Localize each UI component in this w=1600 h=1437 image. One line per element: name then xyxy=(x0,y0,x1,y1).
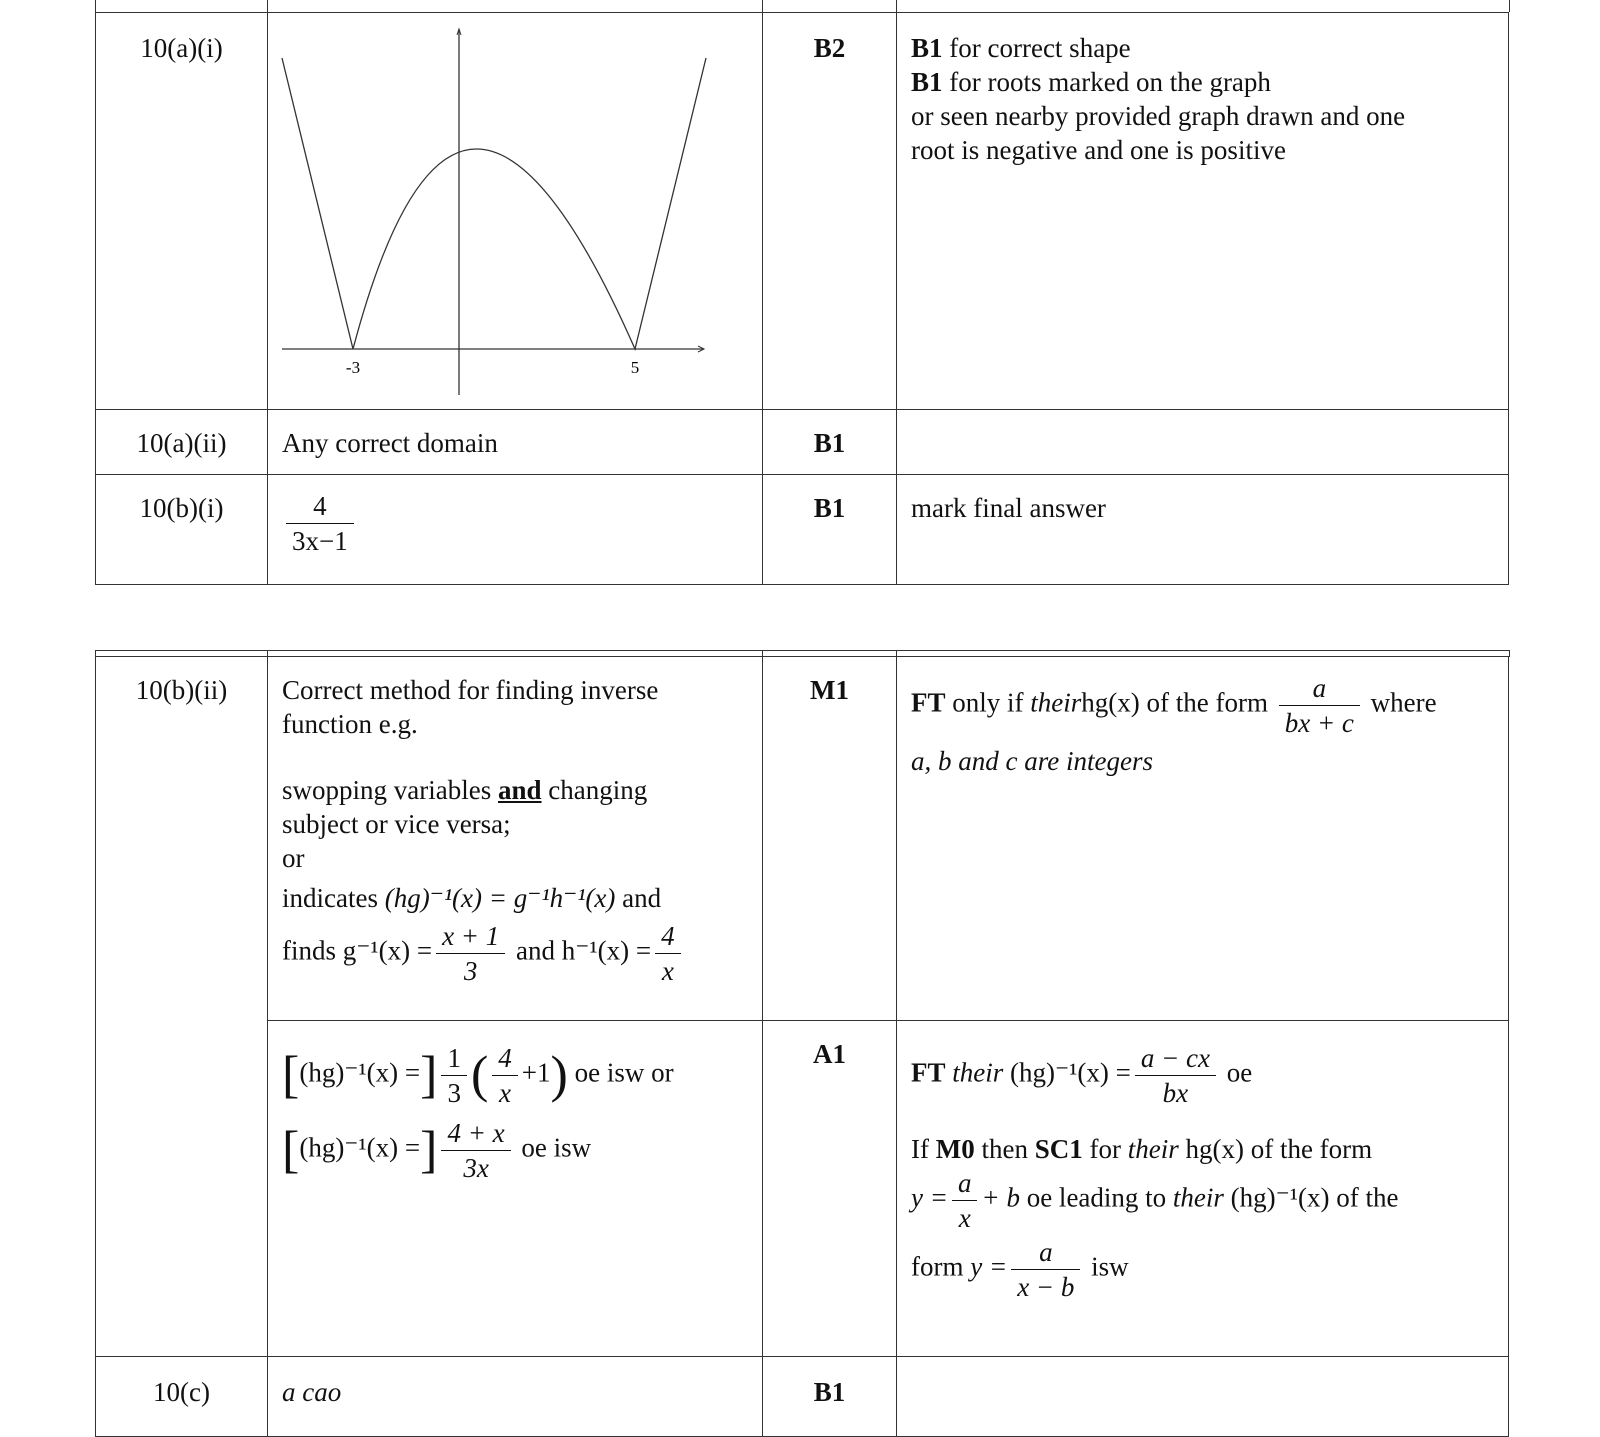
answer-cell: a cao xyxy=(268,1357,763,1437)
mark-cell: B1 xyxy=(763,1357,897,1437)
ft-fraction: $\frac{a - cx}{bx}$ xyxy=(1135,1041,1216,1110)
mark-cell: M1 xyxy=(763,657,897,1021)
guidance-fraction: $\frac{a}{bx + c}$ xyxy=(1279,671,1360,740)
guidance-cell: FT only if theirhg(x) of the form $\frac{a}{bx + c}$ where a, b and c are integers xyxy=(897,657,1509,1021)
a-over-x-minus-b-fraction: $\frac{a}{x - b}$ xyxy=(1011,1235,1080,1304)
mark-scheme-table-2 xyxy=(95,656,1509,1437)
question-number: 10(b)(ii) xyxy=(96,657,268,1357)
question-number: 10(a)(i) xyxy=(96,13,268,410)
table-row xyxy=(96,13,1509,410)
guidance-cell: FT their (hg)⁻¹(x) = $\frac{a - cx}{bx}$ oe If M0 then SC1 for their hg(x) of the form y = $\frac{a}{x}$ + b oe leading to their (hg)⁻¹(x) of the form y = $\frac{a}{x - b}$ isw xyxy=(897,1021,1509,1357)
four-over-x-fraction: $\frac{4}{x}$ xyxy=(492,1041,518,1110)
question-number: 10(b)(i) xyxy=(96,475,268,585)
answer-cell: Correct method for finding inverse function e.g. swopping variables and changing subject or vice versa; or indicates (hg)⁻¹(x) = g⁻¹h⁻¹(x) and finds g⁻¹(x) = $\frac{x + 1}{3}$ and h⁻¹(x) = $\frac{4}{x}$ xyxy=(268,657,763,1021)
root-right-label: 5 xyxy=(630,358,640,377)
table-row xyxy=(96,657,1509,1021)
answer-fraction: $\frac{4}{3x-1}$ xyxy=(286,489,354,558)
mark-scheme-table-1 xyxy=(95,12,1509,585)
answer-cell: [(hg)⁻¹(x) =] $\frac{1}{3}$ ( $\frac{4}{x}$ +1) oe isw or [(hg)⁻¹(x) =] $\frac{4 + x}{3x}$ oe isw xyxy=(268,1021,763,1357)
curve xyxy=(282,58,706,349)
guidance-cell xyxy=(897,410,1509,475)
g-inverse-fraction: $\frac{x + 1}{3}$ xyxy=(436,919,505,988)
mark-cell: B1 xyxy=(763,410,897,475)
mark-cell: B2 xyxy=(763,13,897,410)
one-third-fraction: $\frac{1}{3}$ xyxy=(441,1041,467,1110)
mark-cell: B1 xyxy=(763,475,897,585)
guidance-cell: B1 for correct shape B1 for roots marked on the graph or seen nearby provided graph drawn and one root is negative and one is positive xyxy=(897,13,1509,410)
answer-cell: Any correct domain xyxy=(268,410,763,475)
table-row xyxy=(96,1021,1509,1357)
answer-cell xyxy=(268,475,763,585)
table-row xyxy=(96,410,1509,475)
guidance-cell: mark final answer xyxy=(897,475,1509,585)
a-over-x-fraction: $\frac{a}{x}$ xyxy=(952,1166,978,1235)
final-answer-fraction: $\frac{4 + x}{3x}$ xyxy=(441,1116,510,1185)
question-number: 10(c) xyxy=(96,1357,268,1437)
mark-cell: A1 xyxy=(763,1021,897,1357)
answer-cell xyxy=(268,13,763,410)
h-inverse-fraction: $\frac{4}{x}$ xyxy=(655,919,681,988)
table-row xyxy=(96,475,1509,585)
modulus-graph xyxy=(268,13,763,408)
question-number: 10(a)(ii) xyxy=(96,410,268,475)
root-left-label: -3 xyxy=(345,358,361,377)
top-row-strip xyxy=(95,0,1510,12)
